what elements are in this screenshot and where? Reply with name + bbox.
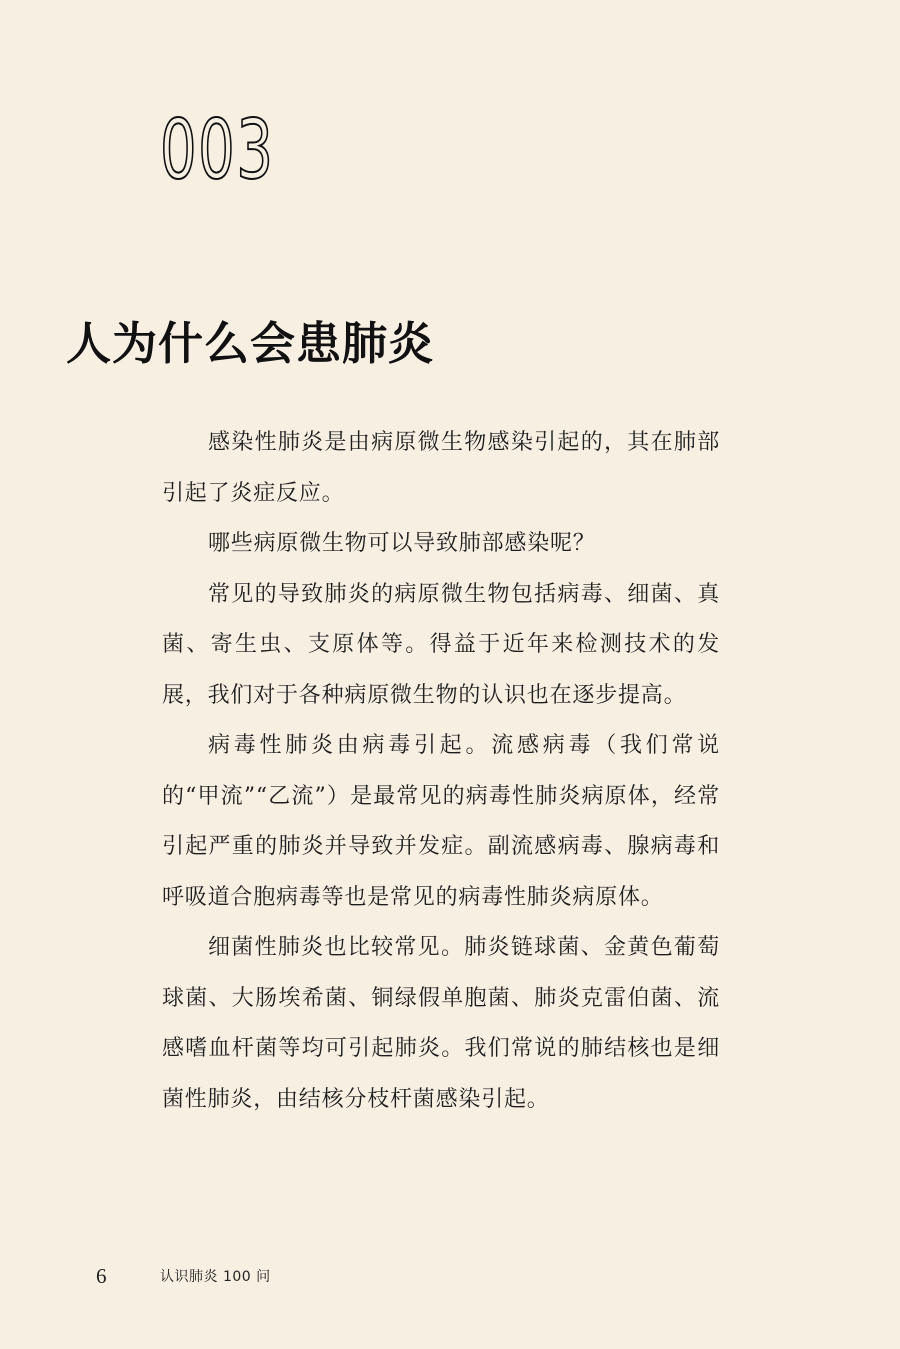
chapter-title: 人为什么会患肺炎 (66, 317, 435, 370)
running-head: 认识肺炎 100 问 (160, 1269, 271, 1285)
body-text (162, 418, 720, 1125)
page-number: 6 (96, 1264, 107, 1288)
paragraph-1: 感染性肺炎是由病原微生物感染引起的，其在肺部引起了炎症反应。 (162, 430, 720, 506)
chapter-number: 003 (160, 103, 275, 198)
paragraph-5: 细菌性肺炎也比较常见。肺炎链球菌、金黄色葡萄球菌、大肠埃希菌、铜绿假单胞菌、肺炎克雷伯菌、流感嗜血杆菌等均可引起肺炎。我们常说的肺结核也是细菌性肺炎，由结核分枝杆菌感染引起。 (162, 935, 720, 1112)
paragraph-4: 病毒性肺炎由病毒引起。流感病毒（我们常说的“甲流”“乙流”）是最常见的病毒性肺炎病原体，经常引起严重的肺炎并导致并发症。副流感病毒、腺病毒和呼吸道合胞病毒等也是常见的病毒性肺炎病原体。 (162, 733, 720, 910)
paragraph-3: 常见的导致肺炎的病原微生物包括病毒、细菌、真菌、寄生虫、支原体等。得益于近年来检测技术的发展，我们对于各种病原微生物的认识也在逐步提高。 (162, 581, 720, 708)
paragraph-2: 哪些病原微生物可以导致肺部感染呢？ (208, 531, 596, 556)
